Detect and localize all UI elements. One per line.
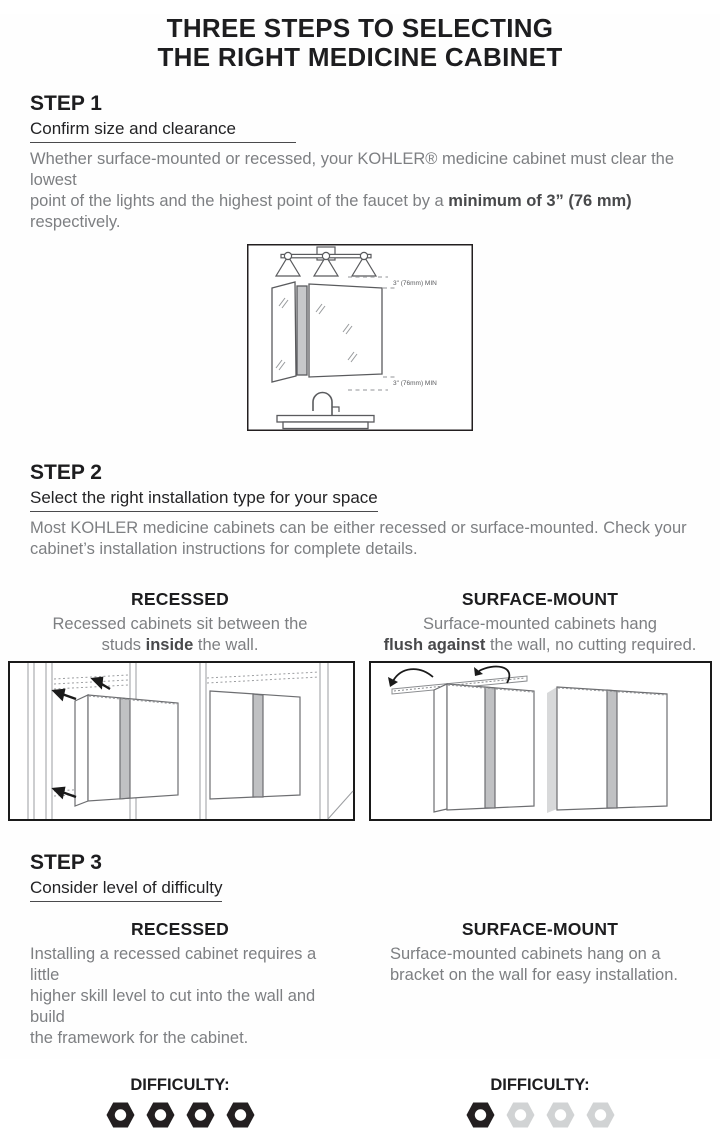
surface-mount-difficulty-label: DIFFICULTY: [490,1076,590,1094]
recessed-difficulty-rating [15,1102,345,1128]
step1-body-line2-post: respectively. [30,213,121,231]
hex-nut-icon [466,1102,495,1128]
surface-mount-install-icon [371,663,710,819]
step3-subheading: Consider level of difficulty [30,877,222,902]
hex-nut-icon [546,1102,575,1128]
step2-subheading: Select the right installation type for your space [30,487,378,512]
recessed-difficulty-description: Installing a recessed cabinet requires a little higher skill level to cut into the wall and build the framework for the cabinet. [30,945,317,1047]
surface-mount-difficulty-rating [375,1102,705,1128]
surface-mount-illustration-box [369,661,712,821]
difficulty-row [0,1076,720,1128]
step2-body: Most KOHLER medicine cabinets can be either recessed or surface-mounted. Check your cabinet’s installation instructions for complete details. [30,519,687,558]
countertop-icon [277,416,374,429]
hex-nut-icon [506,1102,535,1128]
step3-surface-column [375,919,705,1049]
hex-nut-icon [586,1102,615,1128]
step1-section [30,92,690,233]
installation-illustrations [0,661,720,821]
step1-body-line1: Whether surface-mounted or recessed, your KOHLER® medicine cabinet must clear the lowest [30,150,675,189]
clearance-label-bottom: 3" (76mm) MIN [393,380,437,387]
recessed-title: RECESSED [131,589,229,609]
page-title-line1: THREE STEPS TO SELECTING [166,13,554,43]
medicine-cabinet-guide-page [0,13,720,1094]
step2-section [30,461,690,560]
clearance-diagram-icon [247,244,473,431]
page-title-line2: THE RIGHT MEDICINE CABINET [157,42,563,72]
step2-surface-column [375,589,705,656]
cabinet-mounted [547,687,667,813]
hex-nut-icon [186,1102,215,1128]
step1-heading: STEP 1 [30,92,102,115]
step1-body-line2-pre: point of the lights and the highest point of the faucet by a [30,192,449,210]
recessed-title-step3: RECESSED [131,919,229,939]
step3-heading: STEP 3 [30,851,102,874]
surface-mount-description: Surface-mounted cabinets hang flush against the wall, no cutting required. [383,615,697,654]
step2-heading: STEP 2 [30,461,102,484]
surface-mount-difficulty [375,1076,705,1128]
cabinet-inserting [75,695,178,806]
clearance-label-top: 3" (76mm) MIN [393,280,437,287]
step2-recessed-column [15,589,345,656]
step3-columns [0,919,720,1049]
clearance-diagram-box [247,244,473,431]
hex-nut-icon [226,1102,255,1128]
cabinet-with-bracket [434,684,534,812]
cabinet-icon [272,282,382,382]
step1-body-line2-bold: minimum of 3” (76 mm) [448,192,632,210]
hex-nut-icon [106,1102,135,1128]
hex-nut-icon [146,1102,175,1128]
recessed-illustration-box [8,661,355,821]
recessed-description: Recessed cabinets sit between the studs inside the wall. [52,615,308,654]
step2-columns [0,589,720,656]
recessed-install-icon [10,663,353,819]
surface-mount-difficulty-description: Surface-mounted cabinets hang on a bracket on the wall for easy installation. [390,945,678,984]
surface-mount-title-step3: SURFACE-MOUNT [461,919,619,939]
page-title [0,14,720,72]
recessed-difficulty [15,1076,345,1128]
step1-subheading: Confirm size and clearance [30,118,296,143]
recessed-difficulty-label: DIFFICULTY: [130,1076,230,1094]
cabinet-in-wall [210,691,300,799]
step3-recessed-column [15,919,345,1049]
step3-section [30,851,690,902]
surface-mount-title: SURFACE-MOUNT [461,589,619,609]
step1-body [30,149,690,233]
